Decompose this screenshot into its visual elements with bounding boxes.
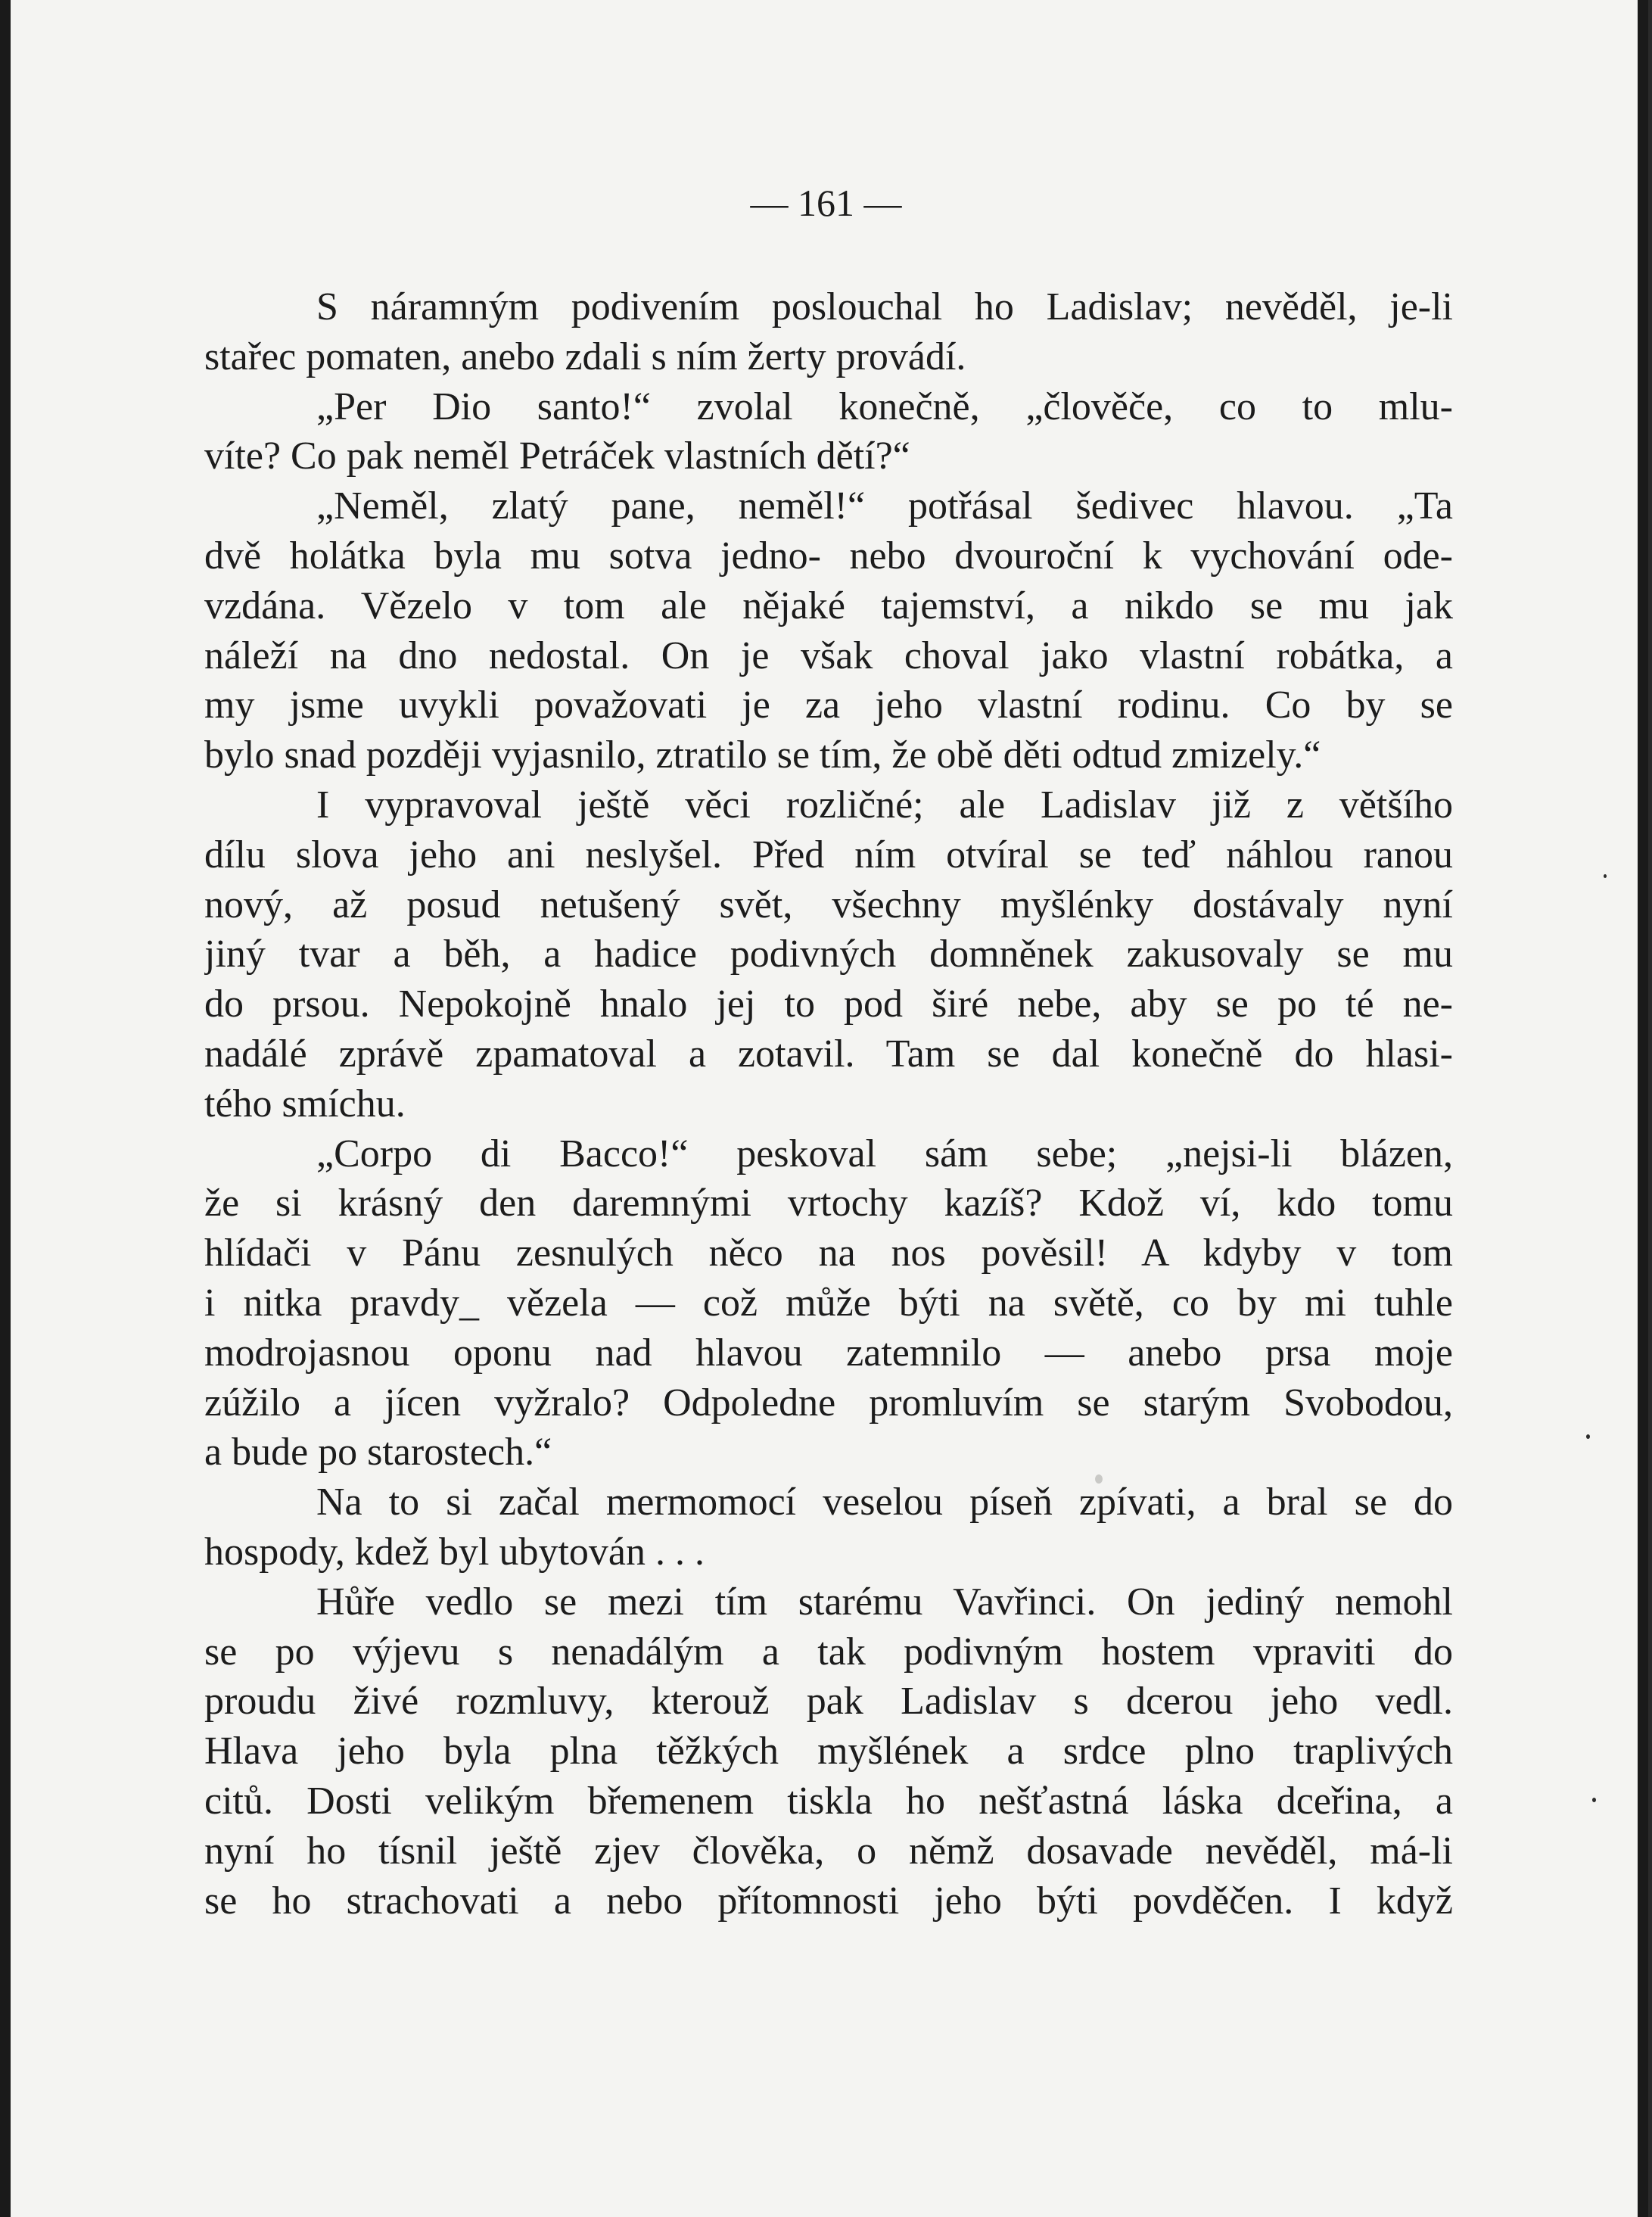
text-line: Hůře vedlo se mezi tím starému Vavřinci. On jediný nemohl <box>316 1580 1453 1624</box>
text-line: se ho strachovati a nebo přítomnosti jeho býti povděčen. I když <box>204 1879 1453 1923</box>
text-line: hlídači v Pánu zesnulých něco na nos pověsil! A kdyby v tom <box>204 1231 1453 1275</box>
text-line: a bude po starostech.“ <box>204 1431 552 1474</box>
text-line: my jsme uvykli považovati je za jeho vlastní rodinu. Co by se <box>204 683 1453 727</box>
text-line: „Neměl, zlatý pane, neměl!“ potřásal šedivec hlavou. „Ta <box>316 484 1453 528</box>
text-line: se po výjevu s nenadálým a tak podivným hostem vpraviti do <box>204 1630 1453 1674</box>
text-line: „Per Dio santo!“ zvolal konečně, „člověče, co to mlu- <box>316 385 1453 428</box>
text-line: vzdána. Vězelo v tom ale nějaké tajemství, a nikdo se mu jak <box>204 584 1453 627</box>
page-number: — 161 — <box>750 182 902 224</box>
text-line: zúžilo a jícen vyžralo? Odpoledne promluvím se starým Svobodou, <box>204 1381 1453 1425</box>
text-line: dvě holátka byla mu sotva jedno- nebo dvouroční k vychování ode- <box>204 534 1453 578</box>
text-line: hospody, kdež byl ubytován . . . <box>204 1530 705 1574</box>
text-line: nyní ho tísnil ještě zjev člověka, o němž dosavade nevěděl, má-li <box>204 1829 1453 1873</box>
text-line: víte? Co pak neměl Petráček vlastních dětí?“ <box>204 434 910 478</box>
text-line: jiný tvar a běh, a hadice podivných domněnek zakusovaly se mu <box>204 933 1453 976</box>
text-line: citů. Dosti velikým břemenem tiskla ho nešťastná láska dceřina, a <box>204 1779 1453 1823</box>
text-line: nadálé zprávě zpamatoval a zotavil. Tam se dal konečně do hlasi- <box>204 1032 1453 1076</box>
text-line: náleží na dno nedostal. On je však choval jako vlastní robátka, a <box>204 634 1453 677</box>
text-line: S náramným podivením poslouchal ho Ladislav; nevěděl, je-li <box>316 285 1453 329</box>
page-edge <box>1648 0 1652 2217</box>
text-line: že si krásný den daremnými vrtochy kazíš? Kdož ví, kdo tomu <box>204 1182 1453 1225</box>
text-line: Na to si začal mermomocí veselou píseň zpívati, a bral se do <box>316 1481 1453 1524</box>
text-line: i nitka pravdy_ vězela — což může býti na světě, co by mi tuhle <box>204 1281 1453 1325</box>
text-line: stařec pomaten, anebo zdali s ním žerty provádí. <box>204 335 966 378</box>
text-line: „Corpo di Bacco!“ peskoval sám sebe; „nejsi-li blázen, <box>316 1132 1453 1175</box>
text-line: I vypravoval ještě věci rozličné; ale Ladislav již z většího <box>316 783 1453 827</box>
text-line: bylo snad později vyjasnilo, ztratilo se tím, že obě děti odtud zmizely.“ <box>204 733 1321 777</box>
text-line: tého smíchu. <box>204 1082 406 1126</box>
page-speck <box>1592 1798 1596 1802</box>
text-line: do prsou. Nepokojně hnalo jej to pod širé nebe, aby se po té ne- <box>204 982 1453 1026</box>
text-line: Hlava jeho byla plna těžkých myšlének a srdce plno traplivých <box>204 1730 1453 1773</box>
page-speck <box>1604 874 1607 878</box>
text-line: proudu živé rozmluvy, kterouž pak Ladislav s dcerou jeho vedl. <box>204 1680 1453 1723</box>
text-line: nový, až posud netušený svět, všechny myšlénky dostávaly nyní <box>204 883 1453 926</box>
page-body-text <box>204 282 1453 1926</box>
page-speck <box>1586 1434 1590 1439</box>
text-line: modrojasnou oponu nad hlavou zatemnilo — anebo prsa moje <box>204 1331 1453 1375</box>
text-line: dílu slova jeho ani neslyšel. Před ním otvíral se teď náhlou ranou <box>204 833 1453 877</box>
